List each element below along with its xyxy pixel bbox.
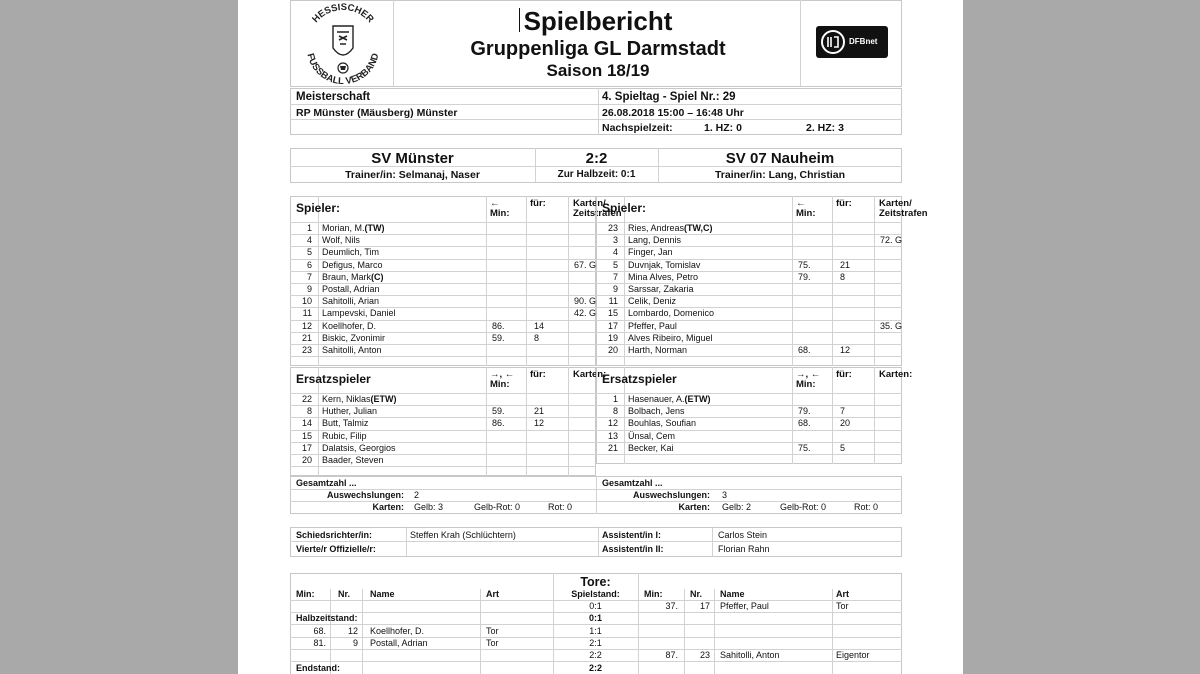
home_players-for-header: für: (530, 198, 546, 209)
player-name-text: Deumlich, Tim (322, 247, 380, 258)
goal-row (238, 650, 963, 662)
report-page (238, 0, 963, 674)
referee-label: Schiedsrichter/in: (296, 530, 373, 540)
player-name-text: Sarssar, Zakaria (628, 284, 694, 294)
goal-home-name: Koellhofer, D. (370, 625, 425, 636)
goals-home-header: Min: (296, 589, 315, 599)
player-role-tag: (C) (371, 271, 384, 282)
table-row (596, 272, 902, 284)
goal-running-score: 0:1 (589, 601, 602, 611)
match-datetime: 26.08.2018 15:00 – 16:48 Uhr (602, 107, 744, 119)
player-name-text: Sahitolli, Arian (322, 296, 380, 307)
player-number: 21 (607, 442, 618, 453)
away_players-title: Spieler: (602, 201, 647, 215)
fourth-official-label: Vierte/r Offizielle/r: (296, 544, 376, 554)
row-line (290, 541, 902, 542)
player-number: 14 (301, 418, 312, 429)
player-name (628, 235, 681, 246)
away-coach: Trainer/in: Lang, Christian (714, 169, 846, 181)
player-number: 20 (607, 345, 618, 355)
sub-for: 21 (840, 259, 851, 270)
assistant2-label: Assistent/in II: (602, 544, 664, 554)
table-row (290, 345, 596, 357)
player-name-text: Lang, Dennis (628, 235, 682, 246)
player-name-text: Postall, Adrian (322, 284, 380, 294)
goal-row (238, 613, 963, 625)
player-name (628, 321, 677, 332)
home_subs-cards-header: Karten: (573, 369, 607, 380)
away-cards-label: Karten: (678, 502, 710, 512)
player-name (628, 345, 687, 356)
goals-away-header: Art (836, 589, 849, 599)
home_subs-title: Ersatzspieler (296, 372, 371, 386)
player-name-text: Lombardo, Domenico (628, 308, 715, 319)
player-name (628, 260, 700, 271)
home-totals-label: Gesamtzahl ... (296, 478, 357, 488)
assistant2-name: Florian Rahn (718, 544, 770, 554)
player-name-text: Dalatsis, Georgios (322, 442, 396, 453)
away-yellowred: Gelb-Rot: 0 (780, 502, 827, 512)
player-name (322, 260, 383, 271)
player-name-text: Rubic, Filip (322, 430, 367, 441)
table-row (596, 308, 902, 320)
matchday: 4. Spieltag - Spiel Nr.: 29 (602, 91, 736, 103)
player-name (628, 296, 676, 307)
table-row (596, 418, 902, 430)
table-row (290, 235, 596, 247)
player-number: 9 (306, 284, 312, 294)
player-name (322, 308, 396, 319)
col-line (406, 527, 407, 557)
goal-away-number: 17 (699, 601, 710, 611)
home_players-title: Spieler: (296, 201, 341, 215)
player-number: 12 (301, 320, 312, 331)
player-name (322, 406, 377, 417)
player-number: 8 (306, 406, 312, 417)
venue: RP Münster (Mäusberg) Münster (296, 107, 458, 119)
player-name (322, 296, 379, 307)
goal-home-number: 9 (352, 637, 358, 648)
player-number: 13 (607, 430, 618, 441)
player-name-text: Celik, Deniz (628, 296, 677, 307)
away_players-for-header: für: (836, 198, 852, 209)
player-number: 5 (612, 259, 618, 270)
home_players-min-header: Min: (490, 208, 510, 219)
away-subs-count: 3 (722, 490, 728, 500)
player-name (322, 247, 379, 258)
dfbnet-logo-text: DFBnet (849, 37, 878, 46)
goals-title: Tore: (580, 575, 611, 589)
player-number: 11 (608, 296, 618, 307)
home-cards-label: Karten: (372, 502, 404, 512)
col-line (712, 527, 713, 557)
away-subs-label: Auswechslungen: (632, 490, 710, 500)
player-number: 6 (306, 259, 312, 270)
goal-home-minute: 81. (313, 637, 326, 648)
player-name (628, 406, 685, 417)
goal-away-name: Pfeffer, Paul (720, 601, 769, 611)
player-name (628, 431, 675, 442)
table-row (290, 418, 596, 430)
home_subs-min-header: Min: (490, 379, 510, 390)
goals-away-header: Nr. (690, 589, 703, 599)
sub-for: 5 (840, 442, 846, 453)
player-number: 5 (306, 247, 312, 258)
goal-home-type: Tor (486, 625, 499, 636)
header-divider (800, 0, 801, 87)
home-yellow: Gelb: 3 (414, 502, 444, 512)
table-row (596, 235, 902, 247)
player-number: 15 (301, 430, 312, 441)
player-number: 15 (607, 308, 618, 319)
sub-minute: 75. (798, 259, 811, 270)
player-number: 1 (306, 223, 312, 233)
goal-running-score: 2:2 (588, 662, 602, 673)
table-row (290, 223, 596, 235)
table-row (596, 260, 902, 272)
home_subs-arrow-header: →, ← (490, 369, 515, 380)
goal-away-name: Sahitolli, Anton (720, 650, 780, 661)
sub-for: 8 (534, 332, 540, 343)
table-row (290, 260, 596, 272)
player-name (322, 321, 376, 332)
player-number: 23 (301, 345, 312, 355)
text-cursor (519, 8, 520, 32)
player-name-text: Defigus, Marco (322, 259, 383, 270)
player-number: 11 (302, 308, 312, 319)
home-yellowred: Gelb-Rot: 0 (474, 502, 521, 512)
player-name-text: Becker, Kai (628, 442, 674, 453)
final-score-label: Endstand: (296, 662, 340, 673)
player-number: 10 (301, 296, 312, 307)
hfv-logo (293, 2, 393, 84)
final-score: 2:2 (585, 150, 608, 167)
player-name (628, 223, 713, 234)
away_subs-cards-header: Karten: (879, 369, 913, 380)
sub-for: 21 (534, 406, 545, 417)
player-name (322, 418, 368, 429)
assistant1-name: Carlos Stein (718, 530, 768, 540)
home_players-arrow-header: ← (490, 198, 500, 209)
table-row (290, 455, 596, 467)
table-row (596, 406, 902, 418)
card-entry: 42. G (574, 308, 597, 319)
sub-minute: 68. (798, 418, 811, 429)
player-name-text: Alves Ribeiro, Miguel (628, 332, 713, 343)
table-row (290, 296, 596, 308)
goals-home-header: Name (370, 589, 395, 599)
home_subs-for-header: für: (530, 369, 546, 380)
player-role-tag: (TW,C) (684, 223, 713, 233)
table-row (596, 431, 902, 443)
player-name-text: Braun, Mark (322, 271, 372, 282)
player-number: 20 (301, 455, 312, 465)
assistant1-label: Assistent/in I: (602, 530, 662, 540)
table-row (290, 406, 596, 418)
table-row (596, 284, 902, 296)
col-line (596, 476, 597, 514)
player-role-tag: (ETW) (684, 394, 711, 404)
goal-row (238, 601, 963, 613)
player-name-text: Bolbach, Jens (628, 406, 685, 417)
sub-for: 20 (840, 418, 851, 429)
player-number: 19 (607, 332, 618, 343)
report-title: Spielbericht (523, 6, 673, 36)
away-yellow: Gelb: 2 (722, 502, 752, 512)
home_players-cards-header: Zeitstrafen (573, 208, 622, 219)
table-row (596, 345, 902, 357)
player-name-text: Lampevski, Daniel (322, 308, 396, 319)
table-row (596, 247, 902, 259)
goals-away-header: Name (720, 589, 745, 599)
away_players-min-header: Min: (796, 208, 816, 219)
svg-text:HESSISCHER: HESSISCHER (310, 2, 376, 26)
away_subs-title: Ersatzspieler (602, 372, 677, 386)
away-red: Rot: 0 (854, 502, 879, 512)
player-number: 3 (612, 235, 618, 246)
player-number: 4 (306, 235, 312, 246)
goals-home-header: Nr. (338, 589, 351, 599)
goal-row (238, 663, 963, 674)
table-row (596, 223, 902, 235)
player-number: 7 (612, 271, 618, 282)
sub-for: 12 (840, 345, 851, 355)
away_players-cards-header: Zeitstrafen (879, 208, 928, 219)
player-name-text: Wolf, Nils (322, 235, 360, 246)
player-name-text: Butt, Talmiz (322, 418, 369, 429)
sub-minute: 75. (798, 442, 811, 453)
goal-home-name: Postall, Adrian (370, 637, 428, 648)
halftime-score: Zur Halbzeit: 0:1 (557, 169, 636, 180)
row-line (290, 104, 902, 105)
player-name (322, 235, 360, 246)
player-name-text: Ünsal, Cem (628, 430, 676, 441)
sub-minute: 79. (798, 406, 811, 417)
sub-minute: 86. (492, 320, 505, 331)
dfbnet-logo (816, 26, 888, 58)
card-entry: 72. G (880, 235, 903, 246)
player-name-text: Baader, Steven (322, 455, 384, 465)
player-name (628, 272, 698, 283)
sub-minute: 59. (492, 332, 505, 343)
player-name-text: Hasenauer, A. (628, 394, 685, 404)
sub-for: 14 (534, 320, 545, 331)
away_subs-for-header: für: (836, 369, 852, 380)
goal-home-type: Tor (486, 637, 499, 648)
player-name (322, 394, 397, 405)
season-label: Saison 18/19 (546, 61, 650, 80)
player-number: 23 (607, 223, 618, 233)
card-entry: 35. G (880, 320, 903, 331)
goal-away-type: Eigentor (836, 650, 870, 661)
player-name-text: Koellhofer, D. (322, 320, 377, 331)
home-team-name: SV Münster (371, 150, 454, 167)
home_players-cards-header: Karten/ (573, 198, 606, 209)
goal-home-minute: 68. (313, 625, 326, 636)
player-name-text: Biskic, Zvonimir (322, 332, 386, 343)
away-totals-label: Gesamtzahl ... (602, 478, 663, 488)
player-name (628, 333, 713, 344)
player-name (322, 455, 384, 466)
svg-text:FUSSBALL VERBAND: FUSSBALL VERBAND (304, 52, 382, 84)
sub-minute: 68. (798, 345, 811, 355)
sub-for: 12 (534, 418, 545, 429)
away_subs-arrow-header: →, ← (796, 369, 821, 380)
goal-running-score: 2:2 (589, 650, 602, 661)
table-row (290, 431, 596, 443)
player-name-text: Ries, Andreas (628, 223, 685, 233)
sub-minute: 79. (798, 271, 811, 282)
table-row (290, 333, 596, 345)
player-name (628, 394, 711, 405)
table-row (596, 321, 902, 333)
player-number: 17 (301, 442, 312, 453)
player-number: 22 (301, 394, 312, 404)
player-name (322, 431, 367, 442)
table-row (290, 272, 596, 284)
sub-for: 8 (840, 271, 846, 282)
player-number: 4 (612, 247, 618, 258)
goal-away-minute: 87. (665, 650, 678, 661)
goal-home-number: 12 (347, 625, 358, 636)
goal-away-type: Tor (836, 601, 849, 611)
away_players-cards-header: Karten/ (879, 198, 912, 209)
extra-time-label: Nachspielzeit: (602, 122, 673, 134)
goals-away-header: Min: (644, 589, 663, 599)
player-name (628, 284, 694, 295)
player-name-text: Kern, Niklas (322, 394, 371, 404)
player-name-text: Huther, Julian (322, 406, 378, 417)
table-row (596, 333, 902, 345)
player-number: 9 (612, 284, 618, 294)
col-line (598, 527, 599, 557)
referee-name: Steffen Krah (Schlüchtern) (410, 530, 516, 540)
competition: Meisterschaft (296, 91, 371, 103)
player-name (322, 272, 384, 283)
player-name-text: Duvnjak, Tomislav (628, 259, 701, 270)
player-name (322, 284, 380, 295)
home-red: Rot: 0 (548, 502, 573, 512)
player-name-text: Pfeffer, Paul (628, 320, 677, 331)
player-name (628, 418, 696, 429)
home-subs-label: Auswechslungen: (326, 490, 404, 500)
player-number: 21 (301, 332, 312, 343)
goal-running-score: 1:1 (589, 625, 602, 636)
player-role-tag: (TW) (364, 223, 385, 233)
goal-away-number: 23 (699, 650, 710, 661)
player-name (628, 308, 714, 319)
goal-running-score: 0:1 (588, 613, 602, 624)
player-number: 12 (607, 418, 618, 429)
goals-score-header: Spielstand: (571, 589, 620, 599)
sub-minute: 59. (492, 406, 505, 417)
header-divider (393, 0, 394, 87)
player-number: 17 (607, 320, 618, 331)
away_players-arrow-header: ← (796, 198, 806, 209)
card-entry: 90. G (574, 296, 597, 307)
table-row (290, 443, 596, 455)
player-number: 7 (306, 271, 312, 282)
player-number: 1 (612, 394, 618, 404)
goals-home-header: Art (486, 589, 499, 599)
player-name-text: Bouhlas, Soufian (628, 418, 697, 429)
player-name (322, 223, 385, 234)
table-row (290, 284, 596, 296)
table-row (290, 321, 596, 333)
card-entry: 67. G (574, 259, 597, 270)
table-row (290, 247, 596, 259)
officials-box (290, 527, 902, 557)
player-role-tag: (ETW) (370, 394, 397, 404)
goal-row (238, 626, 963, 638)
table-row (290, 394, 596, 406)
home-coach: Trainer/in: Selmanaj, Naser (345, 169, 480, 181)
player-name-text: Sahitolli, Anton (322, 345, 382, 355)
player-name (628, 247, 673, 258)
col-line (598, 88, 599, 135)
player-name (322, 345, 382, 356)
halftime-score-label: Halbzeitstand: (296, 613, 358, 624)
player-name (322, 443, 396, 454)
player-name-text: Mina Alves, Petro (628, 271, 699, 282)
player-name-text: Finger, Jan (628, 247, 673, 258)
sub-minute: 86. (492, 418, 505, 429)
extra-time-h2: 2. HZ: 3 (806, 122, 844, 134)
table-row (596, 394, 902, 406)
goal-away-minute: 37. (665, 601, 678, 611)
player-name-text: Morian, M. (322, 223, 365, 233)
player-number: 8 (612, 406, 618, 417)
table-row (596, 296, 902, 308)
player-name (628, 443, 674, 454)
away-team-name: SV 07 Nauheim (725, 150, 835, 167)
goal-running-score: 2:1 (589, 637, 602, 648)
table-row (290, 308, 596, 320)
sub-for: 7 (840, 406, 846, 417)
away_subs-min-header: Min: (796, 379, 816, 390)
goal-row (238, 638, 963, 650)
player-name-text: Harth, Norman (628, 345, 688, 355)
league-name: Gruppenliga GL Darmstadt (470, 38, 726, 60)
extra-time-h1: 1. HZ: 0 (704, 122, 742, 134)
table-row (596, 443, 902, 455)
player-name (322, 333, 385, 344)
home-subs-count: 2 (414, 490, 420, 500)
